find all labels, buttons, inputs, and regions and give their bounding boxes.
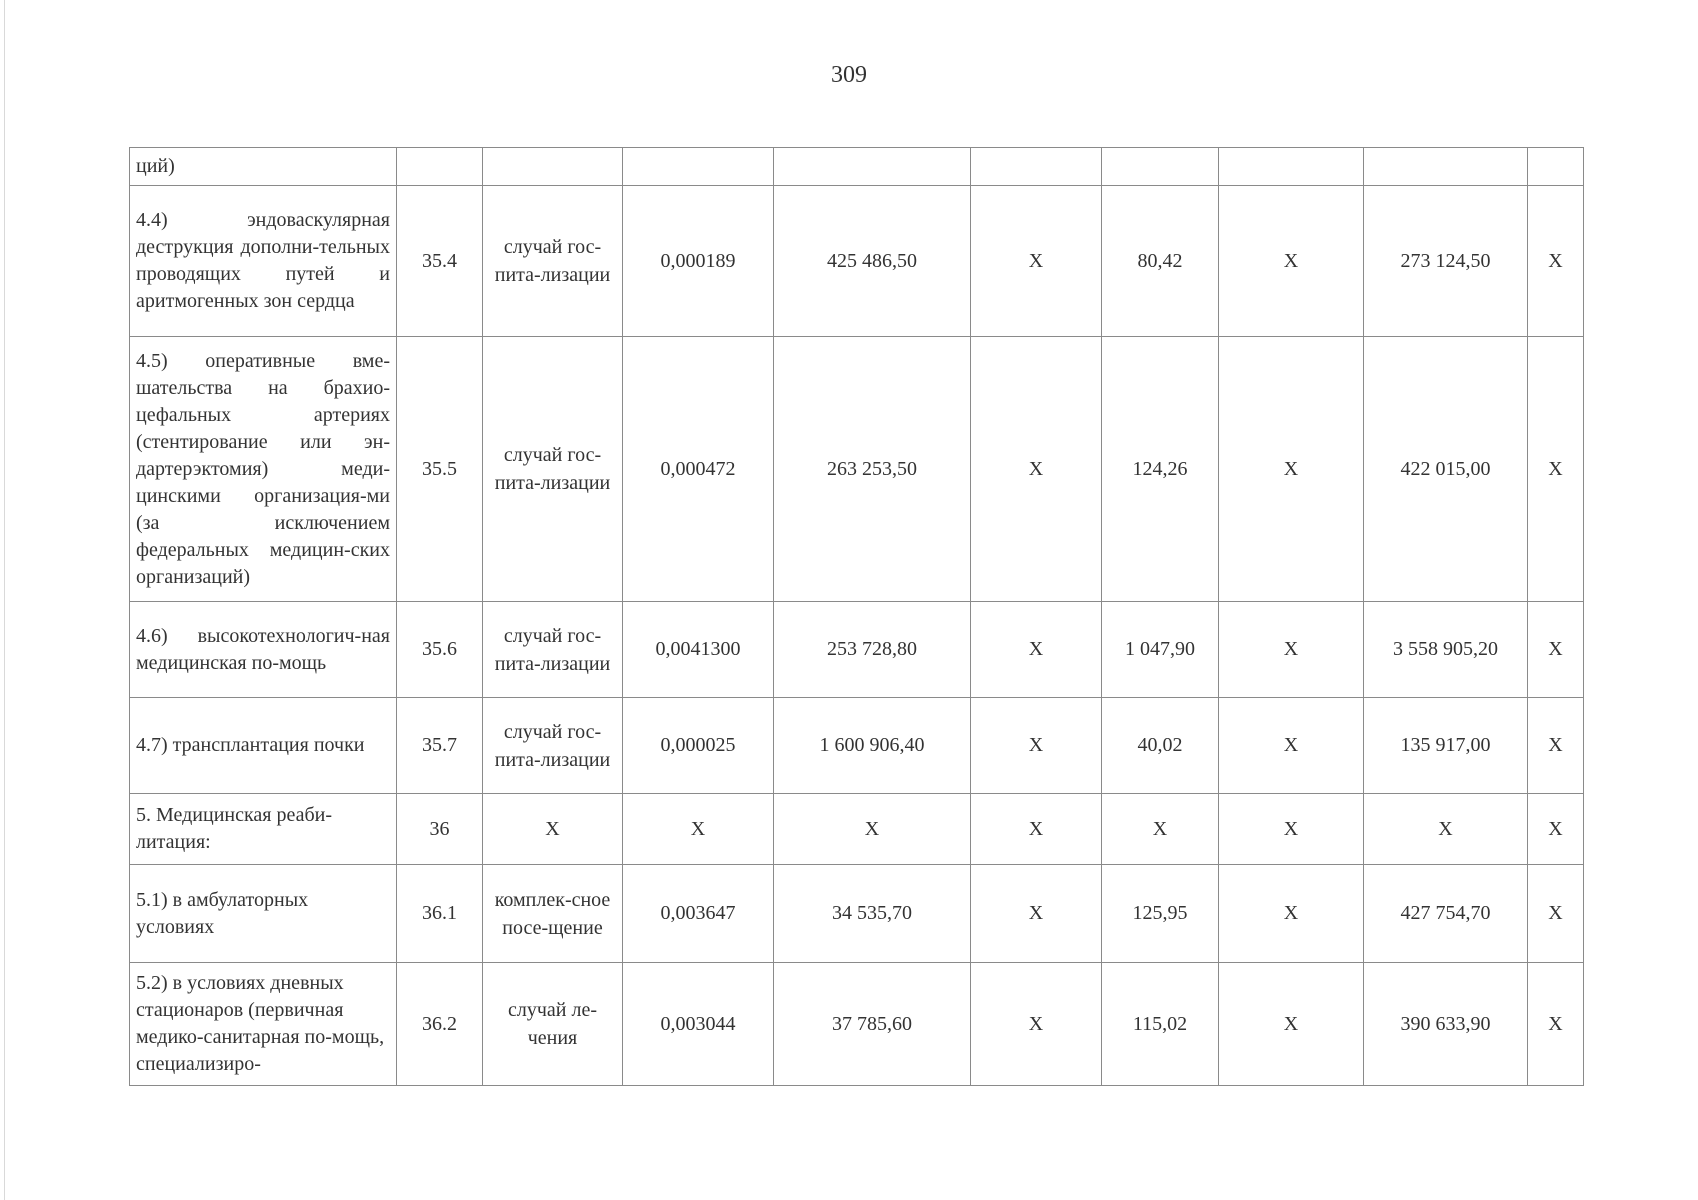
row-value: X (971, 698, 1102, 794)
row-value: 0,0041300 (623, 602, 774, 698)
row-name: 4.4) эндоваскулярная деструкция дополни-тельных проводящих путей и аритмогенных зон сердца (130, 186, 397, 337)
row-value: X (971, 794, 1102, 865)
row-value: X (1219, 794, 1364, 865)
row-value (1219, 148, 1364, 186)
row-value: 125,95 (1102, 865, 1219, 963)
row-unit: случай гос-пита-лизации (483, 337, 623, 602)
row-value: 0,003647 (623, 865, 774, 963)
row-value: X (1219, 698, 1364, 794)
row-value: 390 633,90 (1364, 963, 1528, 1086)
row-value: 273 124,50 (1364, 186, 1528, 337)
data-table (129, 147, 1584, 1086)
row-value: X (1528, 698, 1584, 794)
row-value: 0,000472 (623, 337, 774, 602)
row-value: X (1528, 963, 1584, 1086)
row-value: X (971, 865, 1102, 963)
row-value: X (774, 794, 971, 865)
row-name: 4.5) оперативные вме-шательства на брахио-цефальных артериях (стентирование или эн-дартерэктомия) меди-цинскими организация-ми (за исключением федеральных медицин-ских организаций) (130, 337, 397, 602)
page-number: 309 (831, 62, 867, 88)
row-unit: комплек-сное посе-щение (483, 865, 623, 963)
table-row (130, 148, 1584, 186)
row-value: 37 785,60 (774, 963, 971, 1086)
row-value: 253 728,80 (774, 602, 971, 698)
table-row (130, 186, 1584, 337)
row-name: 5.2) в условиях дневных стационаров (первичная медико-санитарная по-мощь, специализиро- (130, 963, 397, 1086)
row-unit: случай гос-пита-лизации (483, 186, 623, 337)
row-name: ций) (130, 148, 397, 186)
row-value: X (1528, 186, 1584, 337)
row-value: 115,02 (1102, 963, 1219, 1086)
row-value: 1 600 906,40 (774, 698, 971, 794)
row-value: X (1528, 865, 1584, 963)
row-value: X (971, 337, 1102, 602)
row-code: 35.6 (397, 602, 483, 698)
row-code (397, 148, 483, 186)
row-unit: случай гос-пита-лизации (483, 602, 623, 698)
row-name: 5.1) в амбулаторных условиях (130, 865, 397, 963)
row-value: 40,02 (1102, 698, 1219, 794)
row-code: 35.4 (397, 186, 483, 337)
row-unit: случай гос-пита-лизации (483, 698, 623, 794)
row-value: 124,26 (1102, 337, 1219, 602)
row-value: X (1219, 186, 1364, 337)
row-value: X (1219, 963, 1364, 1086)
row-value: X (971, 186, 1102, 337)
row-value (623, 148, 774, 186)
row-value: X (623, 794, 774, 865)
row-value: X (1528, 337, 1584, 602)
row-value: 3 558 905,20 (1364, 602, 1528, 698)
row-value: X (1528, 794, 1584, 865)
scan-edge (4, 0, 5, 1200)
table-row (130, 963, 1584, 1086)
row-value: 427 754,70 (1364, 865, 1528, 963)
row-value: X (1219, 602, 1364, 698)
row-code: 35.7 (397, 698, 483, 794)
row-code: 35.5 (397, 337, 483, 602)
row-value (1364, 148, 1528, 186)
row-value: 422 015,00 (1364, 337, 1528, 602)
row-value: X (1219, 337, 1364, 602)
row-name: 4.7) трансплантация почки (130, 698, 397, 794)
row-value: X (1364, 794, 1528, 865)
row-value: 0,000025 (623, 698, 774, 794)
table-row (130, 865, 1584, 963)
row-code: 36.1 (397, 865, 483, 963)
row-code: 36 (397, 794, 483, 865)
row-code: 36.2 (397, 963, 483, 1086)
table-row (130, 698, 1584, 794)
row-value (971, 148, 1102, 186)
row-value: X (1102, 794, 1219, 865)
table-row (130, 794, 1584, 865)
row-value: 1 047,90 (1102, 602, 1219, 698)
table-row (130, 602, 1584, 698)
row-value: 0,000189 (623, 186, 774, 337)
table-row (130, 337, 1584, 602)
row-value: 80,42 (1102, 186, 1219, 337)
row-value: 0,003044 (623, 963, 774, 1086)
row-value: 263 253,50 (774, 337, 971, 602)
row-value: X (1219, 865, 1364, 963)
row-unit (483, 148, 623, 186)
row-value (774, 148, 971, 186)
row-unit: случай ле-чения (483, 963, 623, 1086)
row-name: 5. Медицинская реаби-литация: (130, 794, 397, 865)
row-value: X (971, 602, 1102, 698)
row-value (1528, 148, 1584, 186)
row-unit: X (483, 794, 623, 865)
row-value: 135 917,00 (1364, 698, 1528, 794)
row-value: 425 486,50 (774, 186, 971, 337)
row-value: 34 535,70 (774, 865, 971, 963)
row-value (1102, 148, 1219, 186)
row-value: X (971, 963, 1102, 1086)
row-name: 4.6) высокотехнологич-ная медицинская по-мощь (130, 602, 397, 698)
row-value: X (1528, 602, 1584, 698)
